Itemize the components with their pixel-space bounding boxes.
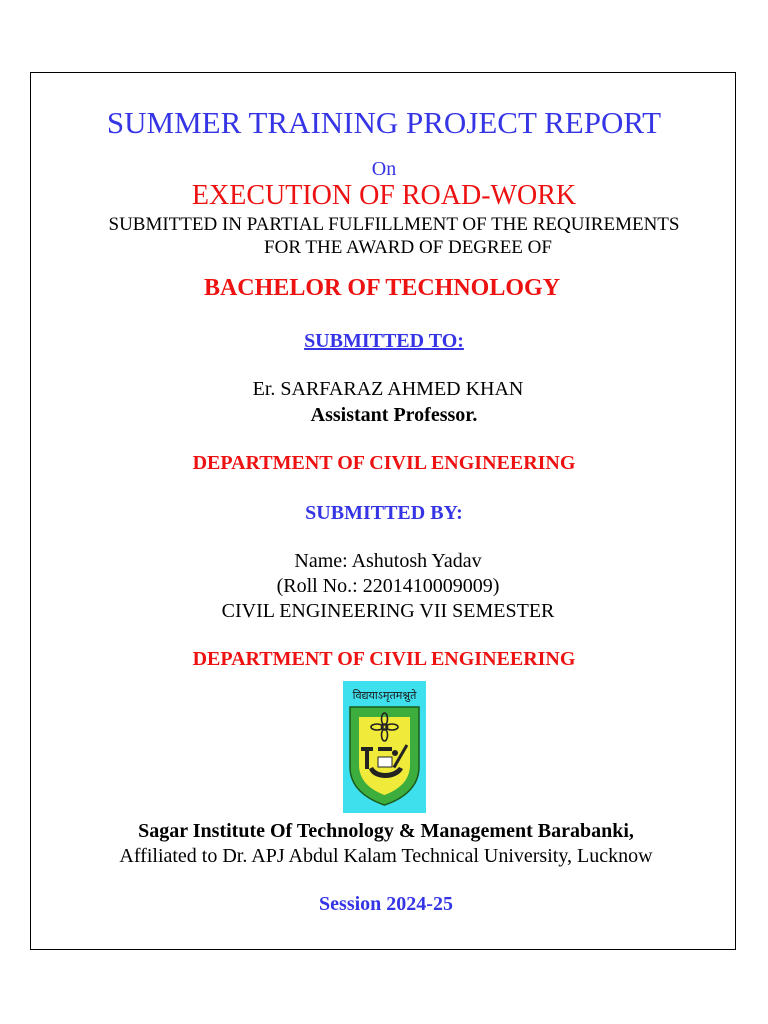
guide-designation: Assistant Professor. xyxy=(310,404,478,426)
svg-text:विद्ययाऽमृतमश्नुते: विद्ययाऽमृतमश्नुते xyxy=(352,689,417,702)
institute-affiliation: Affiliated to Dr. APJ Abdul Kalam Technical University, Lucknow xyxy=(119,845,653,867)
on-label: On xyxy=(371,158,397,180)
submitted-to-heading: SUBMITTED TO: xyxy=(304,330,464,352)
submission-statement-line2: FOR THE AWARD OF DEGREE OF xyxy=(264,237,552,258)
degree-name: BACHELOR OF TECHNOLOGY xyxy=(203,275,561,301)
student-roll-number: (Roll No.: 2201410009009) xyxy=(276,575,500,597)
submitted-by-heading: SUBMITTED BY: xyxy=(305,502,463,524)
student-department: DEPARTMENT OF CIVIL ENGINEERING xyxy=(192,648,576,670)
guide-department: DEPARTMENT OF CIVIL ENGINEERING xyxy=(192,452,576,474)
student-name: Name: Ashutosh Yadav xyxy=(294,550,482,572)
guide-name: Er. SARFARAZ AHMED KHAN xyxy=(252,378,524,400)
project-title: EXECUTION OF ROAD-WORK xyxy=(191,180,577,211)
student-semester: CIVIL ENGINEERING VII SEMESTER xyxy=(221,600,555,622)
submission-statement-line1: SUBMITTED IN PARTIAL FULFILLMENT OF THE REQUIREMENTS xyxy=(108,214,680,235)
institute-crest-icon xyxy=(343,681,426,813)
report-title: SUMMER TRAINING PROJECT REPORT xyxy=(106,105,662,140)
session-year: Session 2024-25 xyxy=(319,893,453,915)
institute-name: Sagar Institute Of Technology & Management Barabanki, xyxy=(138,820,634,842)
